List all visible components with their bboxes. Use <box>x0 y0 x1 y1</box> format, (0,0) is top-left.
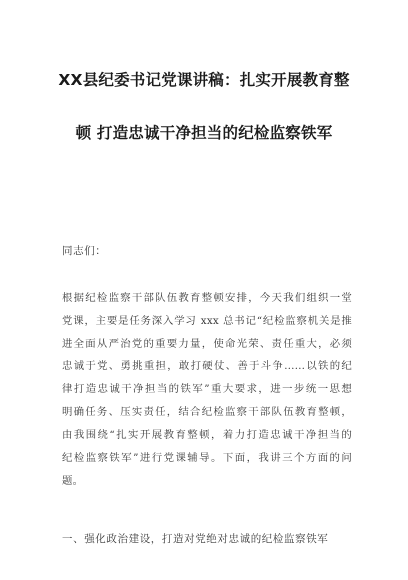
paragraph-line: 由我围绕“扎实开展教育整顿，着力打造忠诚干净担当的 <box>62 429 352 441</box>
paragraph-line: 明确任务、压实责任，结合纪检监察干部队伍教育整顿， <box>62 406 352 418</box>
paragraph-line: 进全面从严治党的重要力量，使命光荣、责任重大，必须 <box>62 338 352 350</box>
paragraph-line: 律打造忠诚干净担当的铁军”重大要求，进一步统一思想 <box>62 383 352 395</box>
paragraph-line: 纪检监察铁军”进行党课辅导。下面，我讲三个方面的问 <box>62 452 352 464</box>
paragraph-line: 忠诚于党、勇挑重担，敢打硬仗、善于斗争……以铁的纪 <box>62 360 352 372</box>
document-title-line-2: 顿 打造忠诚干净担当的纪检监察铁军 <box>75 124 333 142</box>
paragraph-line: 党课，主要是任务深入学习 xxx 总书记“纪检监察机关是推 <box>62 315 352 327</box>
paragraph-line: 根据纪检监察干部队伍教育整顿安排，今天我们组织一堂 <box>62 292 352 304</box>
paragraph-line: 题。 <box>62 475 84 487</box>
greeting: 同志们： <box>62 245 107 257</box>
document-title-line-1: XX县纪委书记党课讲稿：扎实开展教育整 <box>58 71 350 89</box>
section-heading: 一、强化政治建设，打造对党绝对忠诚的纪检监察铁军 <box>62 533 329 545</box>
